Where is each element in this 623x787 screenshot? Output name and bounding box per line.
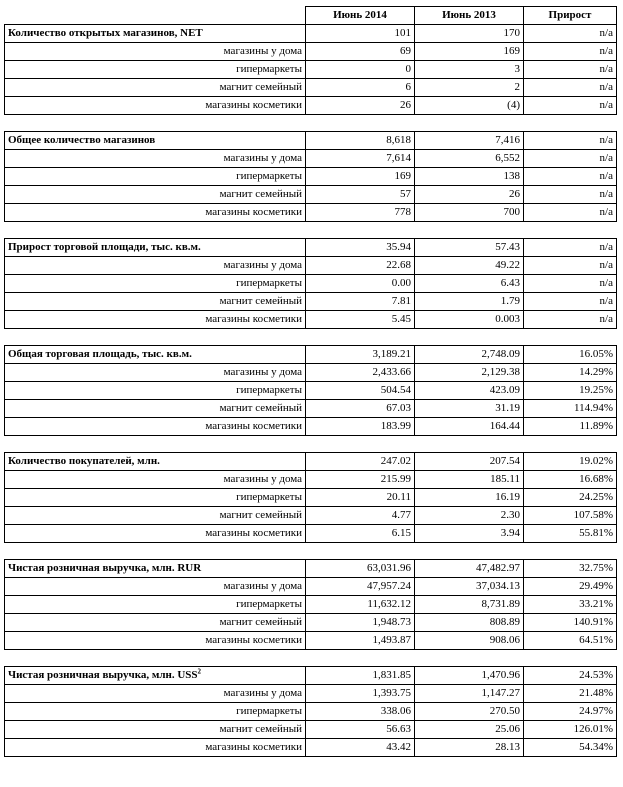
spacer-cell	[5, 115, 617, 132]
spacer-cell	[5, 222, 617, 239]
value-growth: 19.02%	[524, 453, 617, 471]
value-june-2013: 185.11	[415, 471, 524, 489]
value-june-2014: 778	[306, 204, 415, 222]
table-row	[5, 382, 617, 400]
value-june-2013: 37,034.13	[415, 578, 524, 596]
table-row	[5, 418, 617, 436]
value-growth: 24.25%	[524, 489, 617, 507]
value-june-2014: 1,493.87	[306, 632, 415, 650]
value-june-2014: 35.94	[306, 239, 415, 257]
row-label: гипермаркеты	[5, 703, 306, 721]
value-growth: 140.91%	[524, 614, 617, 632]
value-growth: n/a	[524, 257, 617, 275]
section-total-row	[5, 239, 617, 257]
value-growth: 107.58%	[524, 507, 617, 525]
value-june-2014: 26	[306, 97, 415, 115]
value-june-2013: 1,470.96	[415, 667, 524, 685]
value-june-2013: 2.30	[415, 507, 524, 525]
row-label: магнит семейный	[5, 721, 306, 739]
value-june-2013: 6,552	[415, 150, 524, 168]
table-row	[5, 150, 617, 168]
value-june-2014: 4.77	[306, 507, 415, 525]
value-growth: 14.29%	[524, 364, 617, 382]
value-growth: n/a	[524, 204, 617, 222]
table-row	[5, 168, 617, 186]
value-june-2014: 63,031.96	[306, 560, 415, 578]
value-june-2014: 247.02	[306, 453, 415, 471]
statistics-table	[4, 6, 617, 757]
value-growth: 16.05%	[524, 346, 617, 364]
row-label: магазины у дома	[5, 43, 306, 61]
row-label: магазины у дома	[5, 257, 306, 275]
value-growth: n/a	[524, 275, 617, 293]
section-total-row	[5, 346, 617, 364]
value-june-2013: 1,147.27	[415, 685, 524, 703]
section-title: Количество открытых магазинов, NET	[8, 27, 203, 39]
row-label: магнит семейный	[5, 79, 306, 97]
value-june-2014: 20.11	[306, 489, 415, 507]
value-june-2014: 67.03	[306, 400, 415, 418]
spacer-cell	[5, 650, 617, 667]
value-june-2013: 2,129.38	[415, 364, 524, 382]
section-title: Чистая розничная выручка, млн. USS	[8, 669, 198, 681]
value-growth: 24.53%	[524, 667, 617, 685]
row-label: гипермаркеты	[5, 168, 306, 186]
value-june-2014: 22.68	[306, 257, 415, 275]
header-row	[5, 7, 617, 25]
value-june-2014: 101	[306, 25, 415, 43]
value-growth: n/a	[524, 168, 617, 186]
value-june-2013: 47,482.97	[415, 560, 524, 578]
table-row	[5, 275, 617, 293]
value-june-2013: 169	[415, 43, 524, 61]
section-title: Прирост торговой площади, тыс. кв.м.	[8, 241, 201, 253]
section-title-cell	[5, 667, 306, 685]
spacer-cell	[5, 329, 617, 346]
value-growth: n/a	[524, 61, 617, 79]
table-row	[5, 721, 617, 739]
retail-statistics-sheet	[4, 6, 616, 757]
row-label: магазины косметики	[5, 739, 306, 757]
value-june-2014: 7.81	[306, 293, 415, 311]
value-june-2014: 183.99	[306, 418, 415, 436]
table-row	[5, 525, 617, 543]
row-label: магазины косметики	[5, 97, 306, 115]
value-june-2014: 43.42	[306, 739, 415, 757]
table-row	[5, 257, 617, 275]
section-title-cell	[5, 132, 306, 150]
value-growth: n/a	[524, 25, 617, 43]
value-growth: 32.75%	[524, 560, 617, 578]
value-growth: 24.97%	[524, 703, 617, 721]
value-june-2014: 57	[306, 186, 415, 204]
table-row	[5, 632, 617, 650]
row-label: магазины у дома	[5, 150, 306, 168]
value-june-2014: 0.00	[306, 275, 415, 293]
row-label: магнит семейный	[5, 400, 306, 418]
value-june-2014: 47,957.24	[306, 578, 415, 596]
section-title: Количество покупателей, млн.	[8, 455, 160, 467]
value-june-2014: 215.99	[306, 471, 415, 489]
table-row	[5, 471, 617, 489]
value-june-2013: 908.06	[415, 632, 524, 650]
value-growth: n/a	[524, 150, 617, 168]
value-june-2013: (4)	[415, 97, 524, 115]
value-june-2014: 6.15	[306, 525, 415, 543]
value-june-2013: 7,416	[415, 132, 524, 150]
section-title-cell	[5, 453, 306, 471]
value-june-2013: 8,731.89	[415, 596, 524, 614]
section-total-row	[5, 132, 617, 150]
table-row	[5, 43, 617, 61]
section-title-cell	[5, 25, 306, 43]
value-june-2014: 3,189.21	[306, 346, 415, 364]
value-june-2013: 170	[415, 25, 524, 43]
table-row	[5, 596, 617, 614]
value-growth: 21.48%	[524, 685, 617, 703]
section-total-row	[5, 453, 617, 471]
value-june-2014: 504.54	[306, 382, 415, 400]
table-row	[5, 79, 617, 97]
value-june-2013: 6.43	[415, 275, 524, 293]
table-row	[5, 703, 617, 721]
section-title: Чистая розничная выручка, млн. RUR	[8, 562, 202, 574]
value-growth: n/a	[524, 132, 617, 150]
value-june-2014: 69	[306, 43, 415, 61]
table-row	[5, 578, 617, 596]
row-label: магнит семейный	[5, 614, 306, 632]
row-label: магнит семейный	[5, 293, 306, 311]
row-label: магазины у дома	[5, 471, 306, 489]
value-growth: 33.21%	[524, 596, 617, 614]
section-title-cell	[5, 239, 306, 257]
section-total-row	[5, 560, 617, 578]
value-june-2013: 0.003	[415, 311, 524, 329]
value-growth: 19.25%	[524, 382, 617, 400]
section-title: Общее количество магазинов	[8, 134, 156, 146]
table-row	[5, 489, 617, 507]
row-label: магазины косметики	[5, 311, 306, 329]
value-june-2014: 338.06	[306, 703, 415, 721]
row-label: магазины у дома	[5, 578, 306, 596]
value-june-2013: 700	[415, 204, 524, 222]
value-june-2014: 169	[306, 168, 415, 186]
header-blank-cell	[5, 7, 306, 25]
row-label: магазины косметики	[5, 204, 306, 222]
value-june-2013: 138	[415, 168, 524, 186]
row-label: гипермаркеты	[5, 61, 306, 79]
value-june-2013: 1.79	[415, 293, 524, 311]
value-june-2013: 57.43	[415, 239, 524, 257]
value-june-2013: 28.13	[415, 739, 524, 757]
row-label: магазины косметики	[5, 418, 306, 436]
value-june-2013: 270.50	[415, 703, 524, 721]
value-june-2013: 808.89	[415, 614, 524, 632]
value-june-2014: 8,618	[306, 132, 415, 150]
table-row	[5, 507, 617, 525]
value-growth: 16.68%	[524, 471, 617, 489]
value-growth: n/a	[524, 186, 617, 204]
section-title-cell	[5, 560, 306, 578]
section-spacer-row	[5, 650, 617, 667]
section-title: Общая торговая площадь, тыс. кв.м.	[8, 348, 192, 360]
value-june-2014: 6	[306, 79, 415, 97]
value-growth: n/a	[524, 43, 617, 61]
table-row	[5, 739, 617, 757]
value-june-2013: 25.06	[415, 721, 524, 739]
value-growth: 126.01%	[524, 721, 617, 739]
value-growth: 114.94%	[524, 400, 617, 418]
value-growth: n/a	[524, 79, 617, 97]
value-june-2013: 207.54	[415, 453, 524, 471]
value-growth: 64.51%	[524, 632, 617, 650]
table-row	[5, 311, 617, 329]
row-label: гипермаркеты	[5, 596, 306, 614]
row-label: магазины у дома	[5, 364, 306, 382]
table-row	[5, 97, 617, 115]
row-label: магазины у дома	[5, 685, 306, 703]
value-june-2014: 56.63	[306, 721, 415, 739]
row-label: магазины косметики	[5, 525, 306, 543]
value-june-2013: 2,748.09	[415, 346, 524, 364]
section-spacer-row	[5, 436, 617, 453]
section-spacer-row	[5, 329, 617, 346]
value-june-2013: 164.44	[415, 418, 524, 436]
value-june-2013: 49.22	[415, 257, 524, 275]
table-row	[5, 614, 617, 632]
row-label: гипермаркеты	[5, 382, 306, 400]
section-total-row	[5, 25, 617, 43]
value-june-2013: 16.19	[415, 489, 524, 507]
row-label: магазины косметики	[5, 632, 306, 650]
row-label: магнит семейный	[5, 186, 306, 204]
value-june-2014: 1,831.85	[306, 667, 415, 685]
value-growth: 54.34%	[524, 739, 617, 757]
value-june-2014: 11,632.12	[306, 596, 415, 614]
section-title-cell	[5, 346, 306, 364]
value-growth: 55.81%	[524, 525, 617, 543]
value-growth: 29.49%	[524, 578, 617, 596]
section-spacer-row	[5, 115, 617, 132]
table-row	[5, 204, 617, 222]
value-june-2013: 423.09	[415, 382, 524, 400]
value-growth: n/a	[524, 97, 617, 115]
header-june-2013: Июнь 2013	[415, 7, 524, 25]
value-june-2014: 1,393.75	[306, 685, 415, 703]
value-june-2013: 3	[415, 61, 524, 79]
value-june-2013: 3.94	[415, 525, 524, 543]
header-june-2014: Июнь 2014	[306, 7, 415, 25]
section-spacer-row	[5, 222, 617, 239]
value-june-2014: 7,614	[306, 150, 415, 168]
table-row	[5, 186, 617, 204]
section-total-row	[5, 667, 617, 685]
value-june-2014: 0	[306, 61, 415, 79]
value-june-2013: 26	[415, 186, 524, 204]
value-june-2013: 2	[415, 79, 524, 97]
header-growth: Прирост	[524, 7, 617, 25]
value-june-2014: 5.45	[306, 311, 415, 329]
table-row	[5, 685, 617, 703]
spacer-cell	[5, 436, 617, 453]
value-june-2014: 1,948.73	[306, 614, 415, 632]
value-june-2014: 2,433.66	[306, 364, 415, 382]
section-spacer-row	[5, 543, 617, 560]
table-row	[5, 61, 617, 79]
value-growth: n/a	[524, 311, 617, 329]
row-label: магнит семейный	[5, 507, 306, 525]
statistics-table-body	[5, 7, 617, 757]
table-row	[5, 400, 617, 418]
value-growth: 11.89%	[524, 418, 617, 436]
value-growth: n/a	[524, 239, 617, 257]
value-june-2013: 31.19	[415, 400, 524, 418]
row-label: гипермаркеты	[5, 275, 306, 293]
spacer-cell	[5, 543, 617, 560]
value-growth: n/a	[524, 293, 617, 311]
table-row	[5, 364, 617, 382]
row-label: гипермаркеты	[5, 489, 306, 507]
table-row	[5, 293, 617, 311]
footnote-marker: 2	[197, 667, 202, 676]
